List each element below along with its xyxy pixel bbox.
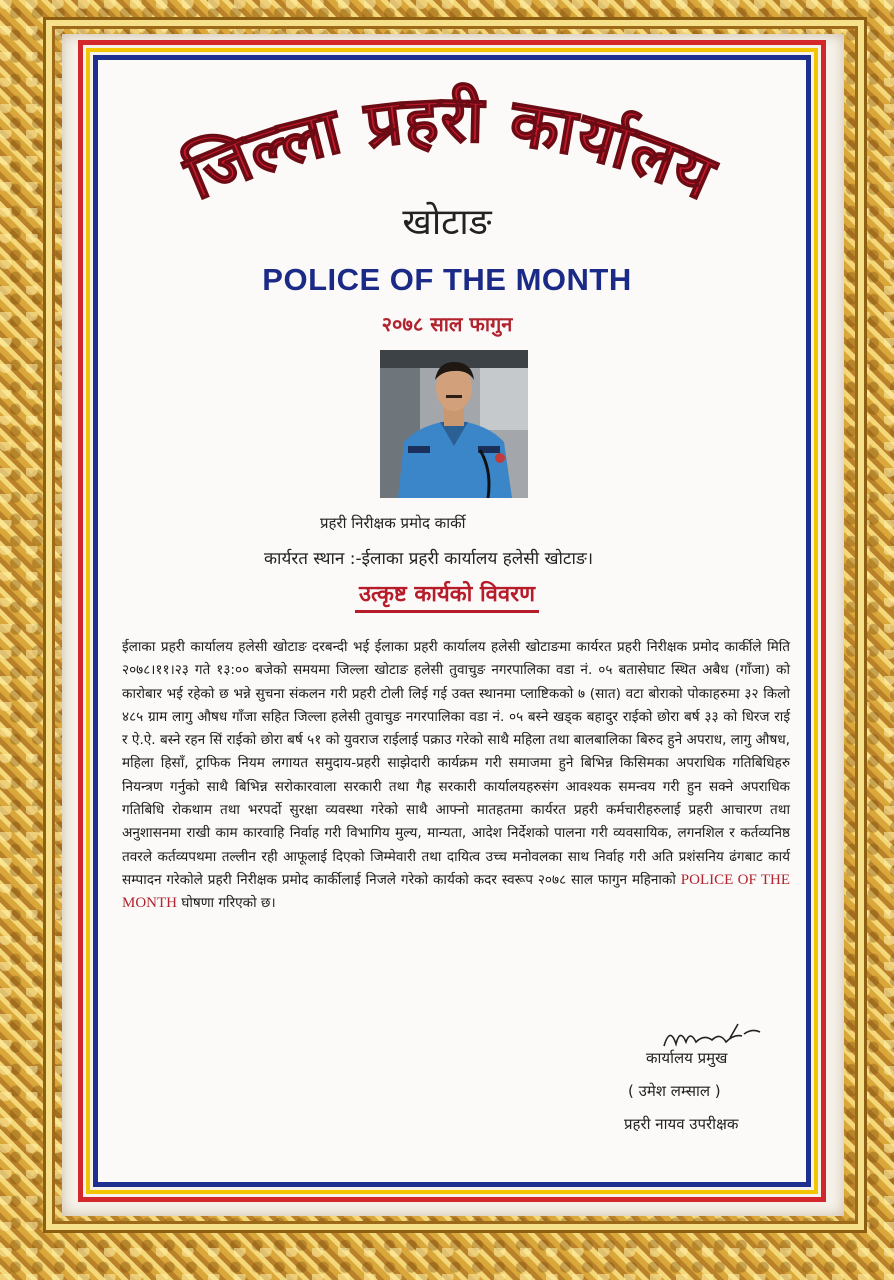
citation-award-highlight: POLICE OF THE MONTH [122,871,791,912]
citation-paragraph [122,636,790,916]
posting-location: कार्यरत स्थान :-ईलाका प्रहरी कार्यालय हलेसी खोटाङ। [264,549,594,569]
recipient-name: प्रहरी निरीक्षक प्रमोद कार्की [320,514,466,532]
signatory-rank: प्रहरी नायव उपरीक्षक [624,1115,739,1133]
office-title-text: जिल्ला प्रहरी कार्यालय [175,82,726,216]
citation-end: घोषणा गरिएको छ। [177,895,276,912]
district-name: खोटाङ [402,202,492,243]
section-heading-text: उत्कृष्ट कार्यको विवरण [355,578,539,613]
signatory-title: कार्यालय प्रमुख [646,1049,728,1067]
citation-text: ईलाका प्रहरी कार्यालय हलेसी खोटाङ दरबन्दी भई ईलाका प्रहरी कार्यालय हलेसी खोटाङमा कार्यरत प्रहरी निरीक्षक प्रमोद कार्कीले मिति २०७८।११।२३ गते १३:०० बजेको समयमा जिल्ला खोटाङ हलेसी तुवाचुङ नगरपालिका वडा नं. ०५ बतासेघाट स्थित अबैध (गाँजा) को कारोबार भई रहेको छ भन्ने सुचना संकलन गरी प्रहरी टोली लिई गई उक्त स्थानमा प्लाष्टिकको ७ (सात) वटा बोराको पोकाहरुमा ३२ किलो ४८५ ग्राम लागु औषध गाँजा सहित जिल्ला हलेसी तुवाचुङ नगरपालिका वडा नं. ०५ बस्ने खड्क बहादुर राईको छोरा बर्ष ३३ को धिरज राई र ऐ.ऐ. बस्ने रहन सिं राईको छोरा बर्ष ५१ को युवराज राईलाई पक्राउ गरेको साथै महिला तथा बालबालिका बिरुद हुने अपराध, लागु औषध, महिला हिसाँ, ट्राफिक नियम लगायत समुदाय-प्रहरी साझेदारी कार्यक्रम गरी समाजमा हुने बिभिन्न किसिमका अपराधिक गतिबिधिहरु नियन्त्रण गर्नुको साथै बिभिन्न सरोकारवाला सरकारी तथा गैह्र सरकारी कार्यालयहरुसंग आवश्यक समन्वय गरी हुन सक्ने अपराधिक गतिबिधि रोकथाम तथा भरपर्दो सुरक्षा व्यवस्था गरेको साथै आफ्नो मातहतमा कार्यरत प्रहरी कर्मचारीहरुलाई प्रहरी आचारण तथा अनुशासनमा राखी काम कारवाहि निर्वाह गरी विभागिय मुल्य, मान्यता, आदेश निर्देशको पालना गरी व्यवसायिक, लगनशिल र कर्तव्यनिष्ठ तवरले कर्तव्यपथमा तल्लीन रही आफूलाई दिएको जिम्मेवारी तथा दायित्व उच्च मनोवलका साथ निर्वाह गरी अति प्रशंसनिय ढंगबाट कार्य सम्पादन गरेकोले प्रहरी निरीक्षक प्रमोद कार्कीलाई निजले गरेको कार्यको कदर स्वरूप २०७८ साल फागुन महिनाको [122,639,790,888]
award-period: २०७८ साल फागुन [381,312,513,336]
signatory-name: ( उमेश लम्साल ) [628,1082,721,1100]
officer-photo [380,350,528,498]
section-heading [0,578,894,613]
award-title: POLICE OF THE MONTH [262,262,632,297]
